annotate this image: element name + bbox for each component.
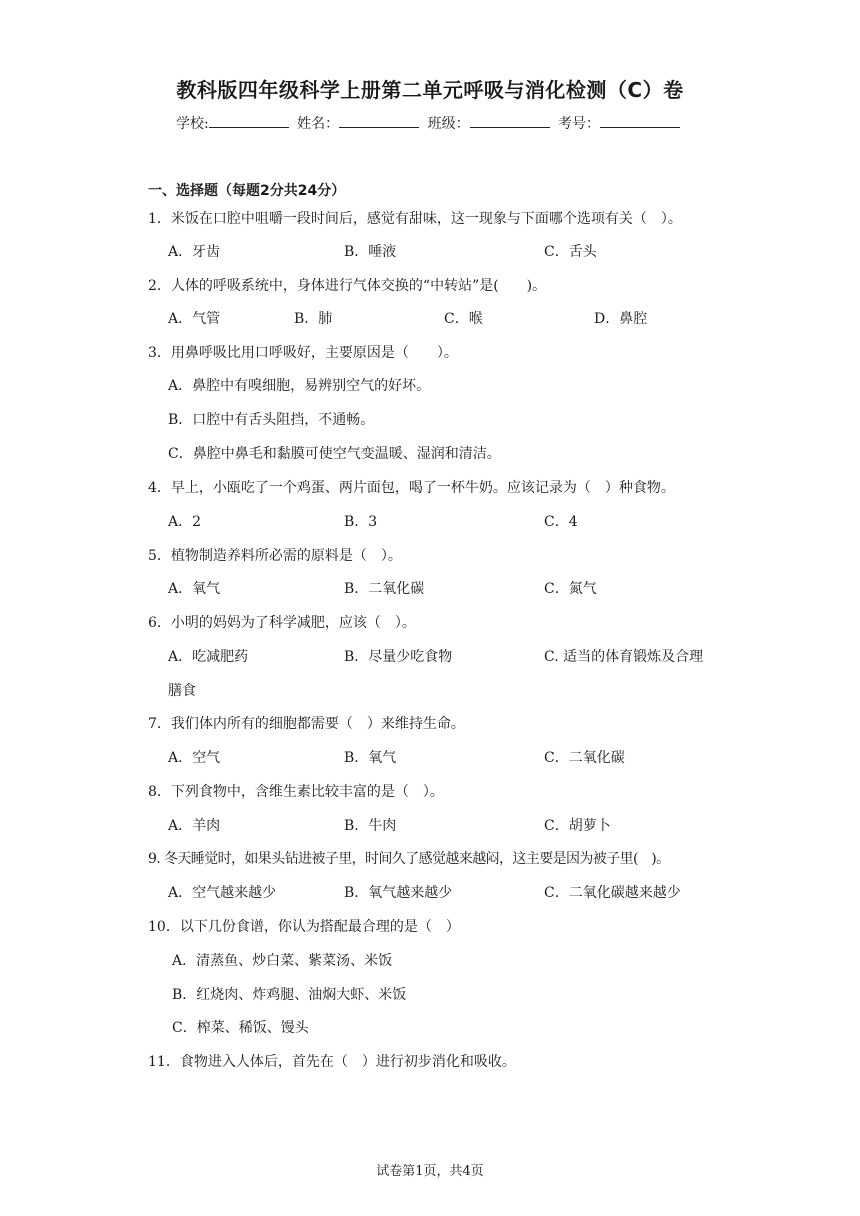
q1-option-b[interactable]: B．唾液 (344, 244, 397, 260)
page-title: 教科版四年级科学上册第二单元呼吸与消化检测（C）卷 (176, 78, 684, 102)
name-label: 姓名： (297, 116, 340, 132)
q7-option-c[interactable]: C．二氧化碳 (544, 750, 625, 766)
q7-option-b[interactable]: B．氧气 (344, 750, 397, 766)
question-6: 6．小明的妈妈为了科学减肥，应该（ ）。 (148, 615, 416, 631)
exam-number-blank[interactable] (600, 113, 680, 128)
q8-option-c[interactable]: C．胡萝卜 (544, 818, 611, 834)
q6-option-c-continued: 膳食 (168, 683, 196, 699)
name-blank[interactable] (339, 113, 419, 128)
q6-option-a[interactable]: A．吃减肥药 (168, 649, 249, 665)
q2-option-a[interactable]: A．气管 (168, 311, 221, 327)
q4-option-b[interactable]: B．3 (344, 514, 378, 530)
q10-option-b[interactable]: B．红烧肉、炸鸡腿、油焖大虾、米饭 (172, 987, 407, 1003)
question-1: 1．米饭在口腔中咀嚼一段时间后，感觉有甜味，这一现象与下面哪个选项有关（ ）。 (148, 211, 682, 227)
class-blank[interactable] (470, 113, 550, 128)
q5-option-a[interactable]: A．氧气 (168, 581, 221, 597)
question-3: 3．用鼻呼吸比用口呼吸好，主要原因是（ ）。 (148, 345, 458, 361)
q1-option-a[interactable]: A．牙齿 (168, 244, 221, 260)
school-label: 学校: (175, 116, 209, 132)
exam-number-label: 考号： (558, 116, 601, 132)
question-5: 5．植物制造养料所必需的原料是（ ）。 (148, 548, 402, 564)
q5-option-c[interactable]: C．氮气 (544, 581, 597, 597)
q9-option-b[interactable]: B．氧气越来越少 (344, 885, 453, 901)
page-footer: 试卷第1页，共4页 (376, 1164, 484, 1179)
q4-option-c[interactable]: C．4 (544, 514, 578, 530)
q9-option-c[interactable]: C．二氧化碳越来越少 (544, 885, 681, 901)
class-label: 班级： (427, 116, 470, 132)
question-2: 2．人体的呼吸系统中，身体进行气体交换的“中转站”是( )。 (148, 278, 547, 294)
q3-option-b[interactable]: B．口腔中有舌头阻挡，不通畅。 (168, 412, 375, 428)
q10-option-a[interactable]: A．清蒸鱼、炒白菜、紫菜汤、米饭 (172, 953, 393, 969)
q4-option-a[interactable]: A．2 (168, 514, 202, 530)
q5-option-b[interactable]: B．二氧化碳 (344, 581, 425, 597)
q8-option-b[interactable]: B．牛肉 (344, 818, 397, 834)
q9-option-a[interactable]: A．空气越来越少 (168, 885, 277, 901)
q7-option-a[interactable]: A．空气 (168, 750, 221, 766)
q3-option-a[interactable]: A．鼻腔中有嗅细胞，易辨别空气的好坏。 (168, 378, 431, 394)
q2-option-c[interactable]: C．喉 (444, 311, 483, 327)
question-9: 9. 冬天睡觉时，如果头钻进被子里，时间久了感觉越来越闷，这主要是因为被子里( )。 (148, 851, 670, 867)
q8-option-a[interactable]: A．羊肉 (168, 818, 221, 834)
question-4: 4．早上，小瓯吃了一个鸡蛋、两片面包，喝了一杯牛奶。应该记录为（ ）种食物。 (148, 480, 675, 496)
q3-option-c[interactable]: C．鼻腔中鼻毛和黏膜可使空气变温暖、湿润和清洁。 (168, 446, 501, 462)
question-8: 8．下列食物中，含维生素比较丰富的是（ ）。 (148, 784, 444, 800)
student-info-row (0, 113, 860, 133)
q2-option-b[interactable]: B．肺 (294, 311, 333, 327)
question-10: 10．以下几份食谱，你认为搭配最合理的是（ ） (148, 919, 460, 935)
q1-option-c[interactable]: C．舌头 (544, 244, 597, 260)
q2-option-d[interactable]: D．鼻腔 (594, 311, 648, 327)
school-blank[interactable] (209, 113, 289, 128)
question-11: 11．食物进入人体后，首先在（ ）进行初步消化和吸收。 (148, 1054, 516, 1070)
q6-option-b[interactable]: B．尽量少吃食物 (344, 649, 453, 665)
q10-option-c[interactable]: C．榨菜、稀饭、馒头 (172, 1020, 309, 1036)
q6-option-c[interactable]: C. 适当的体育锻炼及合理 (544, 649, 704, 665)
question-7: 7．我们体内所有的细胞都需要（ ）来维持生命。 (148, 716, 465, 732)
section-heading: 一、选择题（每题2分共24分） (148, 183, 346, 199)
